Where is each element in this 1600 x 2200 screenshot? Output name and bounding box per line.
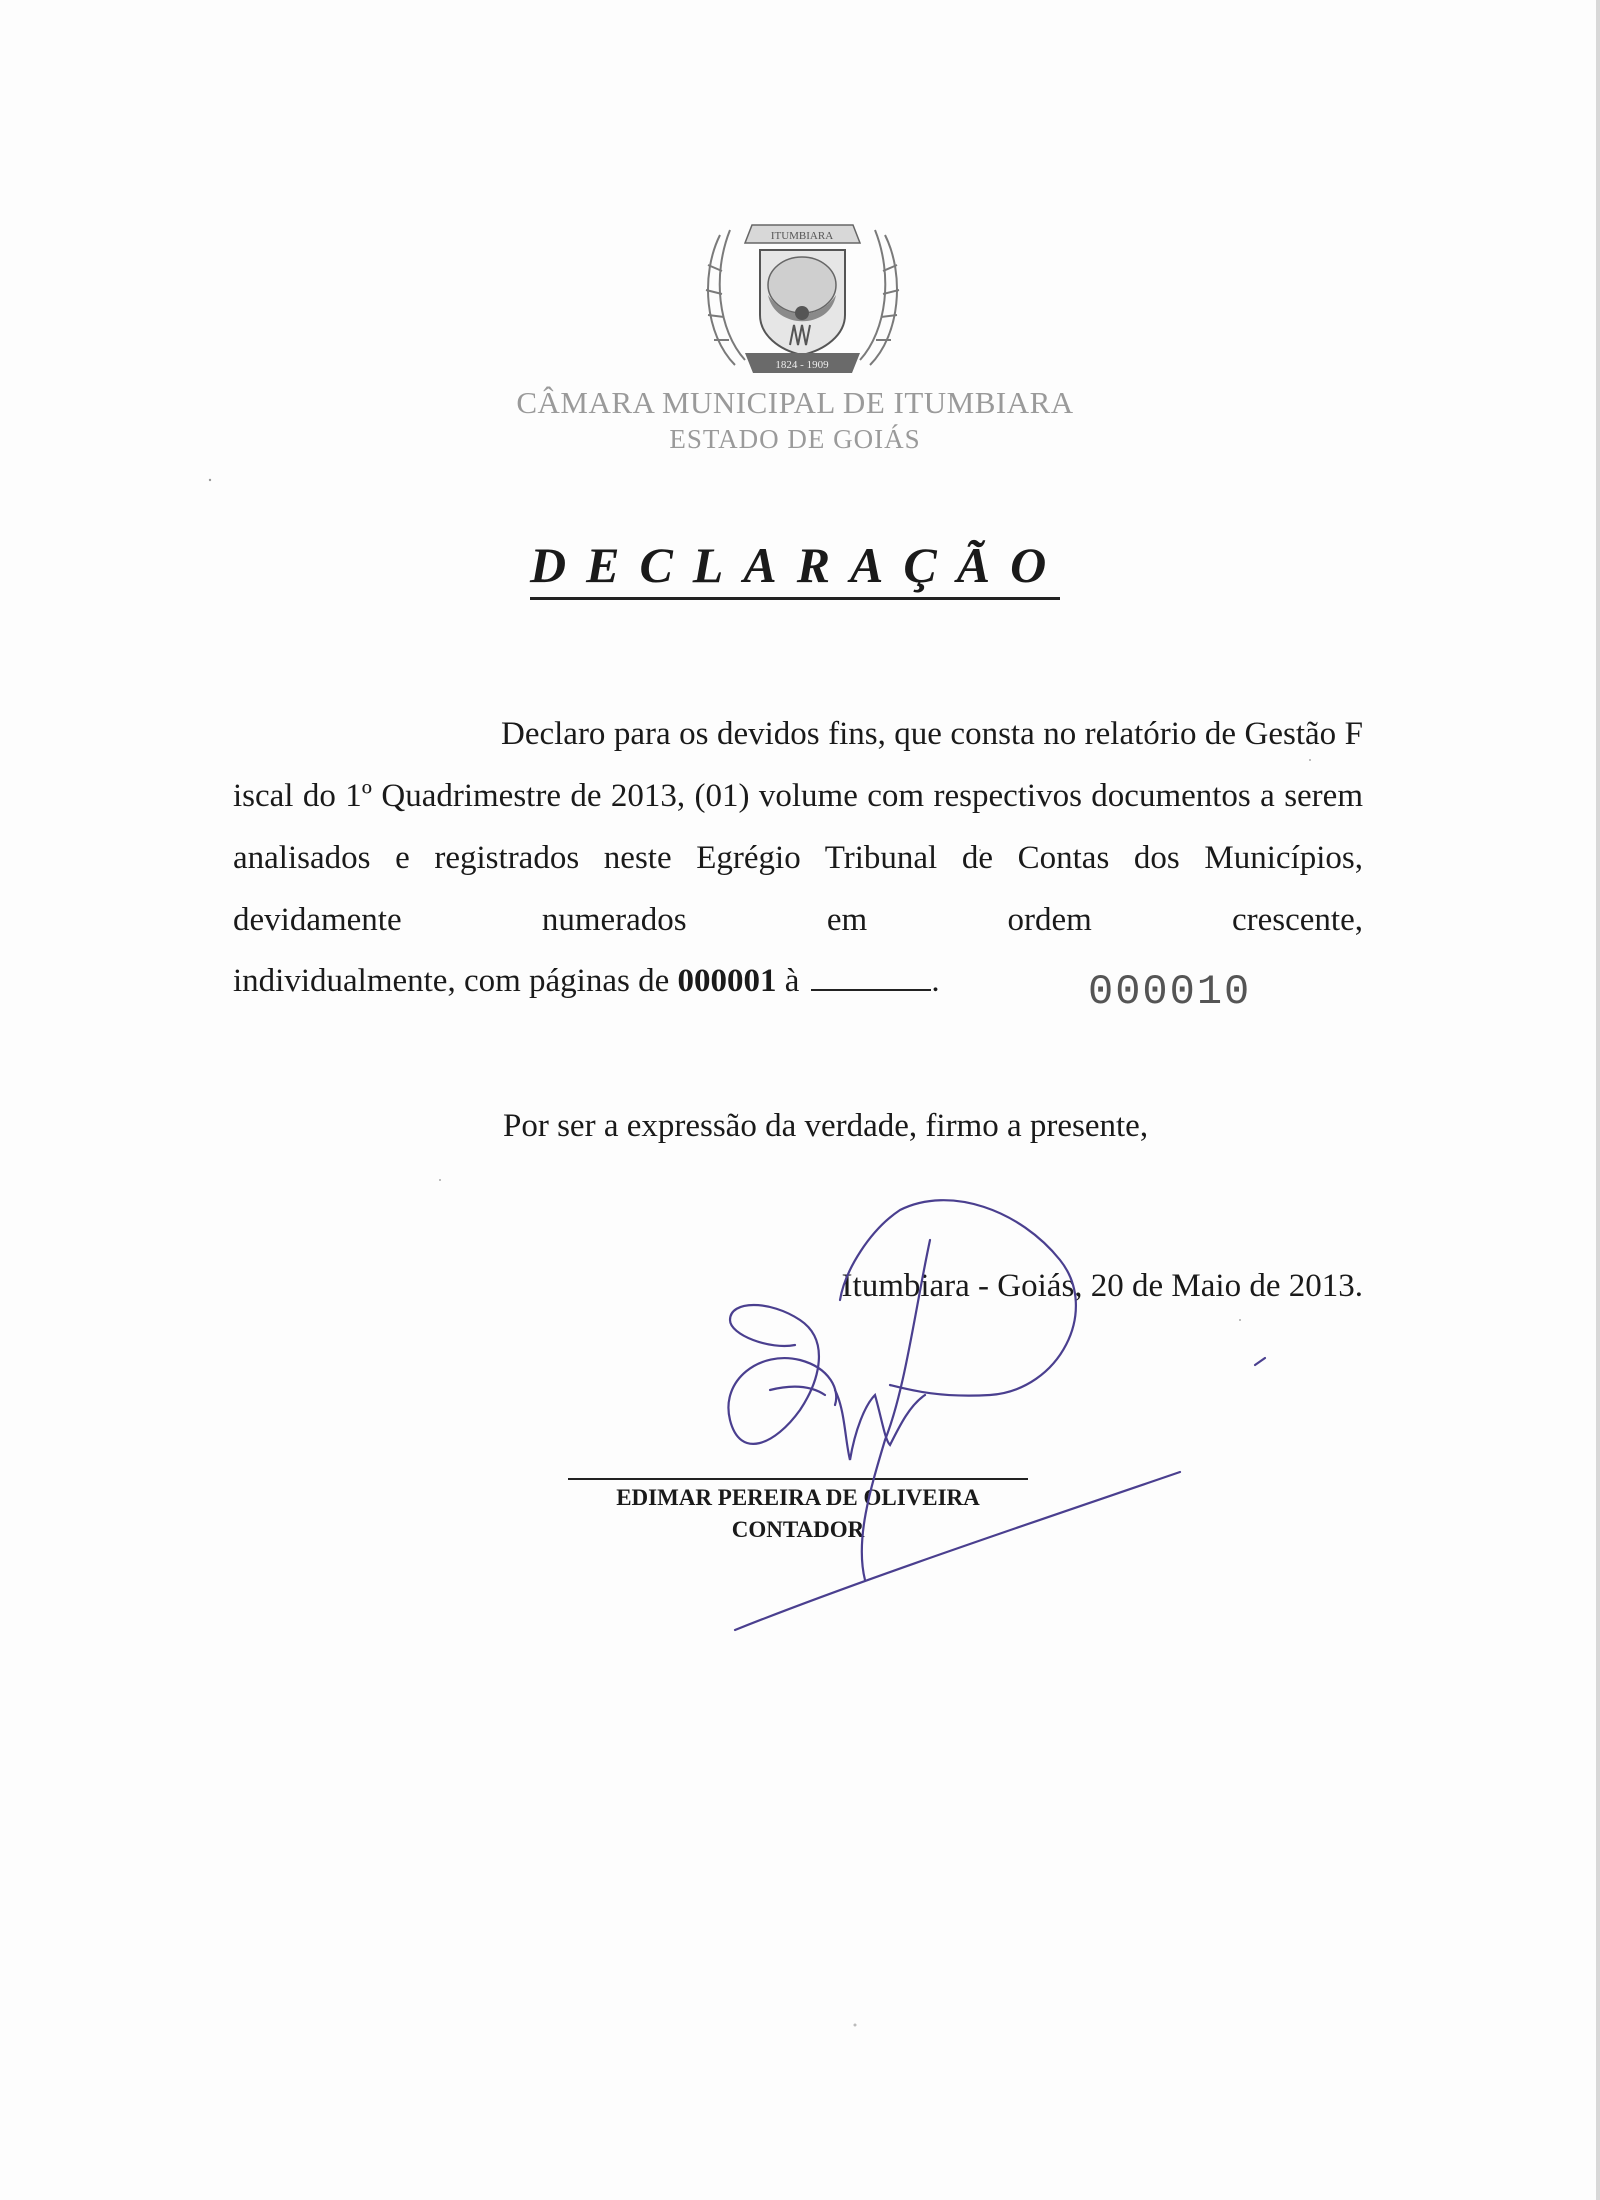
place-and-date: Itumbiara - Goiás, 20 de Maio de 2013. xyxy=(841,1268,1363,1304)
last-line-connector: à xyxy=(784,963,800,999)
last-line-prefix: individualmente, com páginas de xyxy=(233,963,670,999)
page-end-blank xyxy=(811,965,931,991)
declaration-last-line xyxy=(233,950,940,1012)
crest-banner-text: ITUMBIARA xyxy=(770,230,834,242)
declaration-paragraph xyxy=(233,703,1363,951)
crest-ribbon-text: 1824 - 1909 xyxy=(775,359,829,371)
organization-state: ESTADO DE GOIÁS xyxy=(669,424,921,454)
closing-statement: Por ser a expressão da verdade, firmo a presente, xyxy=(503,1108,1149,1144)
organization-header xyxy=(400,385,1190,457)
last-line-end: . xyxy=(931,963,940,999)
page-start-number: 000001 xyxy=(677,963,777,999)
declaration-paragraph-text: Declaro para os devidos fins, que consta no relatório de Gestão F iscal do 1º Quadrimestre de 2013, (01) volume com respectivos documentos a serem analisados e registrados neste Egrégio Tribunal de Contas dos Municípios, devidamente numerados em ordem crescente, xyxy=(233,716,1363,938)
handwritten-signature xyxy=(660,1190,1300,1640)
page-number-stamp: 000010 xyxy=(1088,968,1252,1016)
document-title: DECLARAÇÃO xyxy=(530,535,1060,600)
organization-name: CÂMARA MUNICIPAL DE ITUMBIARA xyxy=(516,385,1074,420)
municipal-crest-emblem xyxy=(690,195,915,380)
signer-name: EDIMAR PEREIRA DE OLIVEIRA xyxy=(616,1485,980,1510)
signer-role: CONTADOR xyxy=(731,1517,865,1542)
